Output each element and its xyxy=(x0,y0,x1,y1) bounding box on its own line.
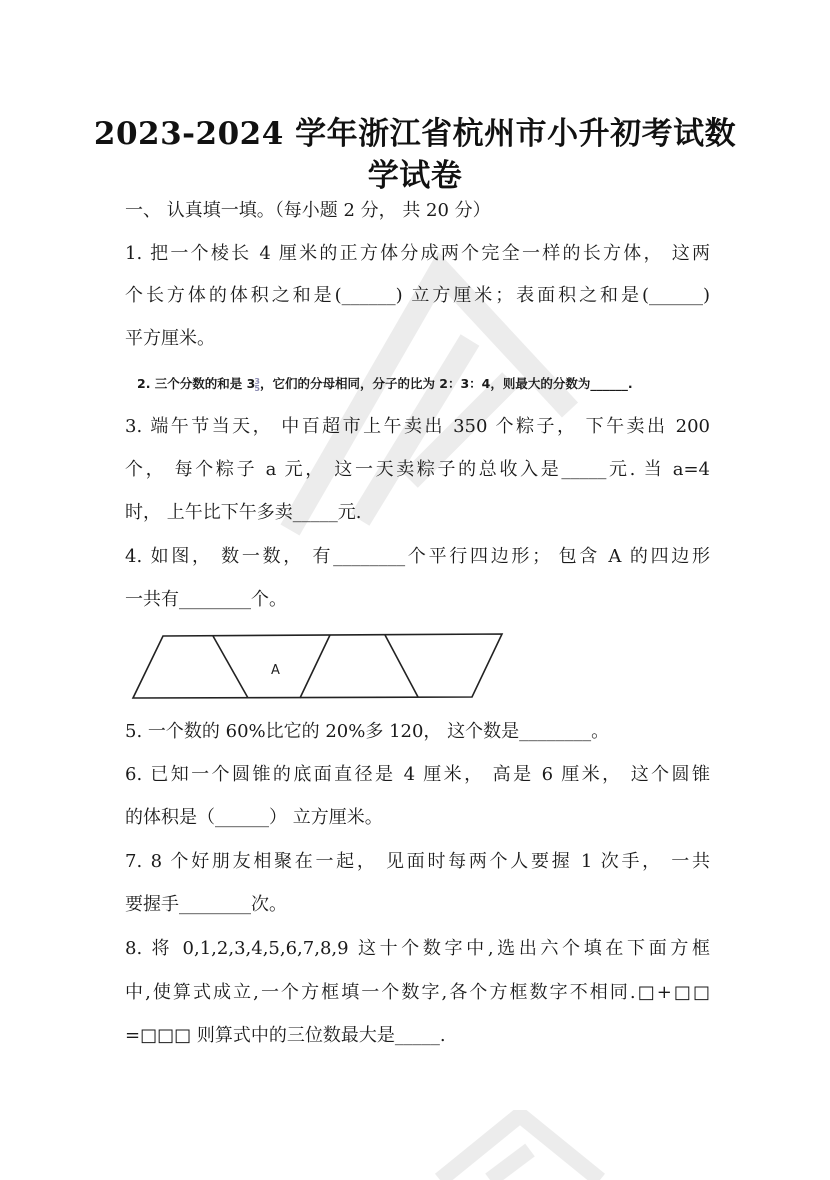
fraction-image: 3 5 xyxy=(254,376,260,393)
question-8-line-1: 8. 将 0,1,2,3,4,5,6,7,8,9 这十个数字中,选出六个填在下面方框 xyxy=(125,938,710,959)
document-title-line2: 学试卷 xyxy=(367,158,463,194)
question-8-line-3: =□□□ 则算式中的三位数最大是_____. xyxy=(125,1025,446,1046)
figure-label-a: A xyxy=(271,663,280,678)
question-6-line-1: 6. 已知一个圆锥的底面直径是 4 厘米， 高是 6 厘米， 这个圆锥 xyxy=(125,764,710,785)
question-3-line-2: 个， 每个粽子 a 元， 这一天卖粽子的总收入是_____元. 当 a=4 xyxy=(125,459,710,480)
question-2-part-1: 2. 三个分数的和是 3 xyxy=(137,376,256,391)
question-2 xyxy=(137,372,722,396)
document-title-line1: 2023-2024 学年浙江省杭州市小升初考试数 xyxy=(93,116,737,152)
question-4-line-2: 一共有________个。 xyxy=(125,589,287,610)
question-8-line-2: 中,使算式成立,一个方框填一个数字,各个方框数字不相同.□+□□ xyxy=(125,982,710,1003)
question-6-line-2: 的体积是（______） 立方厘米。 xyxy=(125,807,383,828)
question-3-line-3: 时， 上午比下午多卖_____元. xyxy=(125,502,362,523)
question-5-line-1: 5. 一个数的 60%比它的 20%多 120， 这个数是________。 xyxy=(125,721,610,742)
question-3-line-1: 3. 端午节当天， 中百超市上午卖出 350 个粽子， 下午卖出 200 xyxy=(125,416,710,437)
question-4-line-1: 4. 如图， 数一数， 有________个平行四边形； 包含 A 的四边形 xyxy=(125,546,710,567)
question-1-line-2: 个长方体的体积之和是(______) 立方厘米；表面积之和是(______) xyxy=(125,285,710,306)
section-heading: 一、 认真填一填。（每小题 2 分， 共 20 分） xyxy=(125,200,491,221)
question-1-line-3: 平方厘米。 xyxy=(125,328,215,349)
parallelogram-figure xyxy=(125,628,515,708)
watermark-logo-icon xyxy=(420,1110,620,1180)
question-2-part-2: ，它们的分母相同，分子的比为 2：3：4，则最大的分数为______. xyxy=(259,376,633,391)
question-1-line-1: 1. 把一个棱长 4 厘米的正方体分成两个完全一样的长方体， 这两 xyxy=(125,243,710,264)
question-7-line-2: 要握手________次。 xyxy=(125,894,287,915)
question-7-line-1: 7. 8 个好朋友相聚在一起， 见面时每两个人要握 1 次手， 一共 xyxy=(125,851,710,872)
